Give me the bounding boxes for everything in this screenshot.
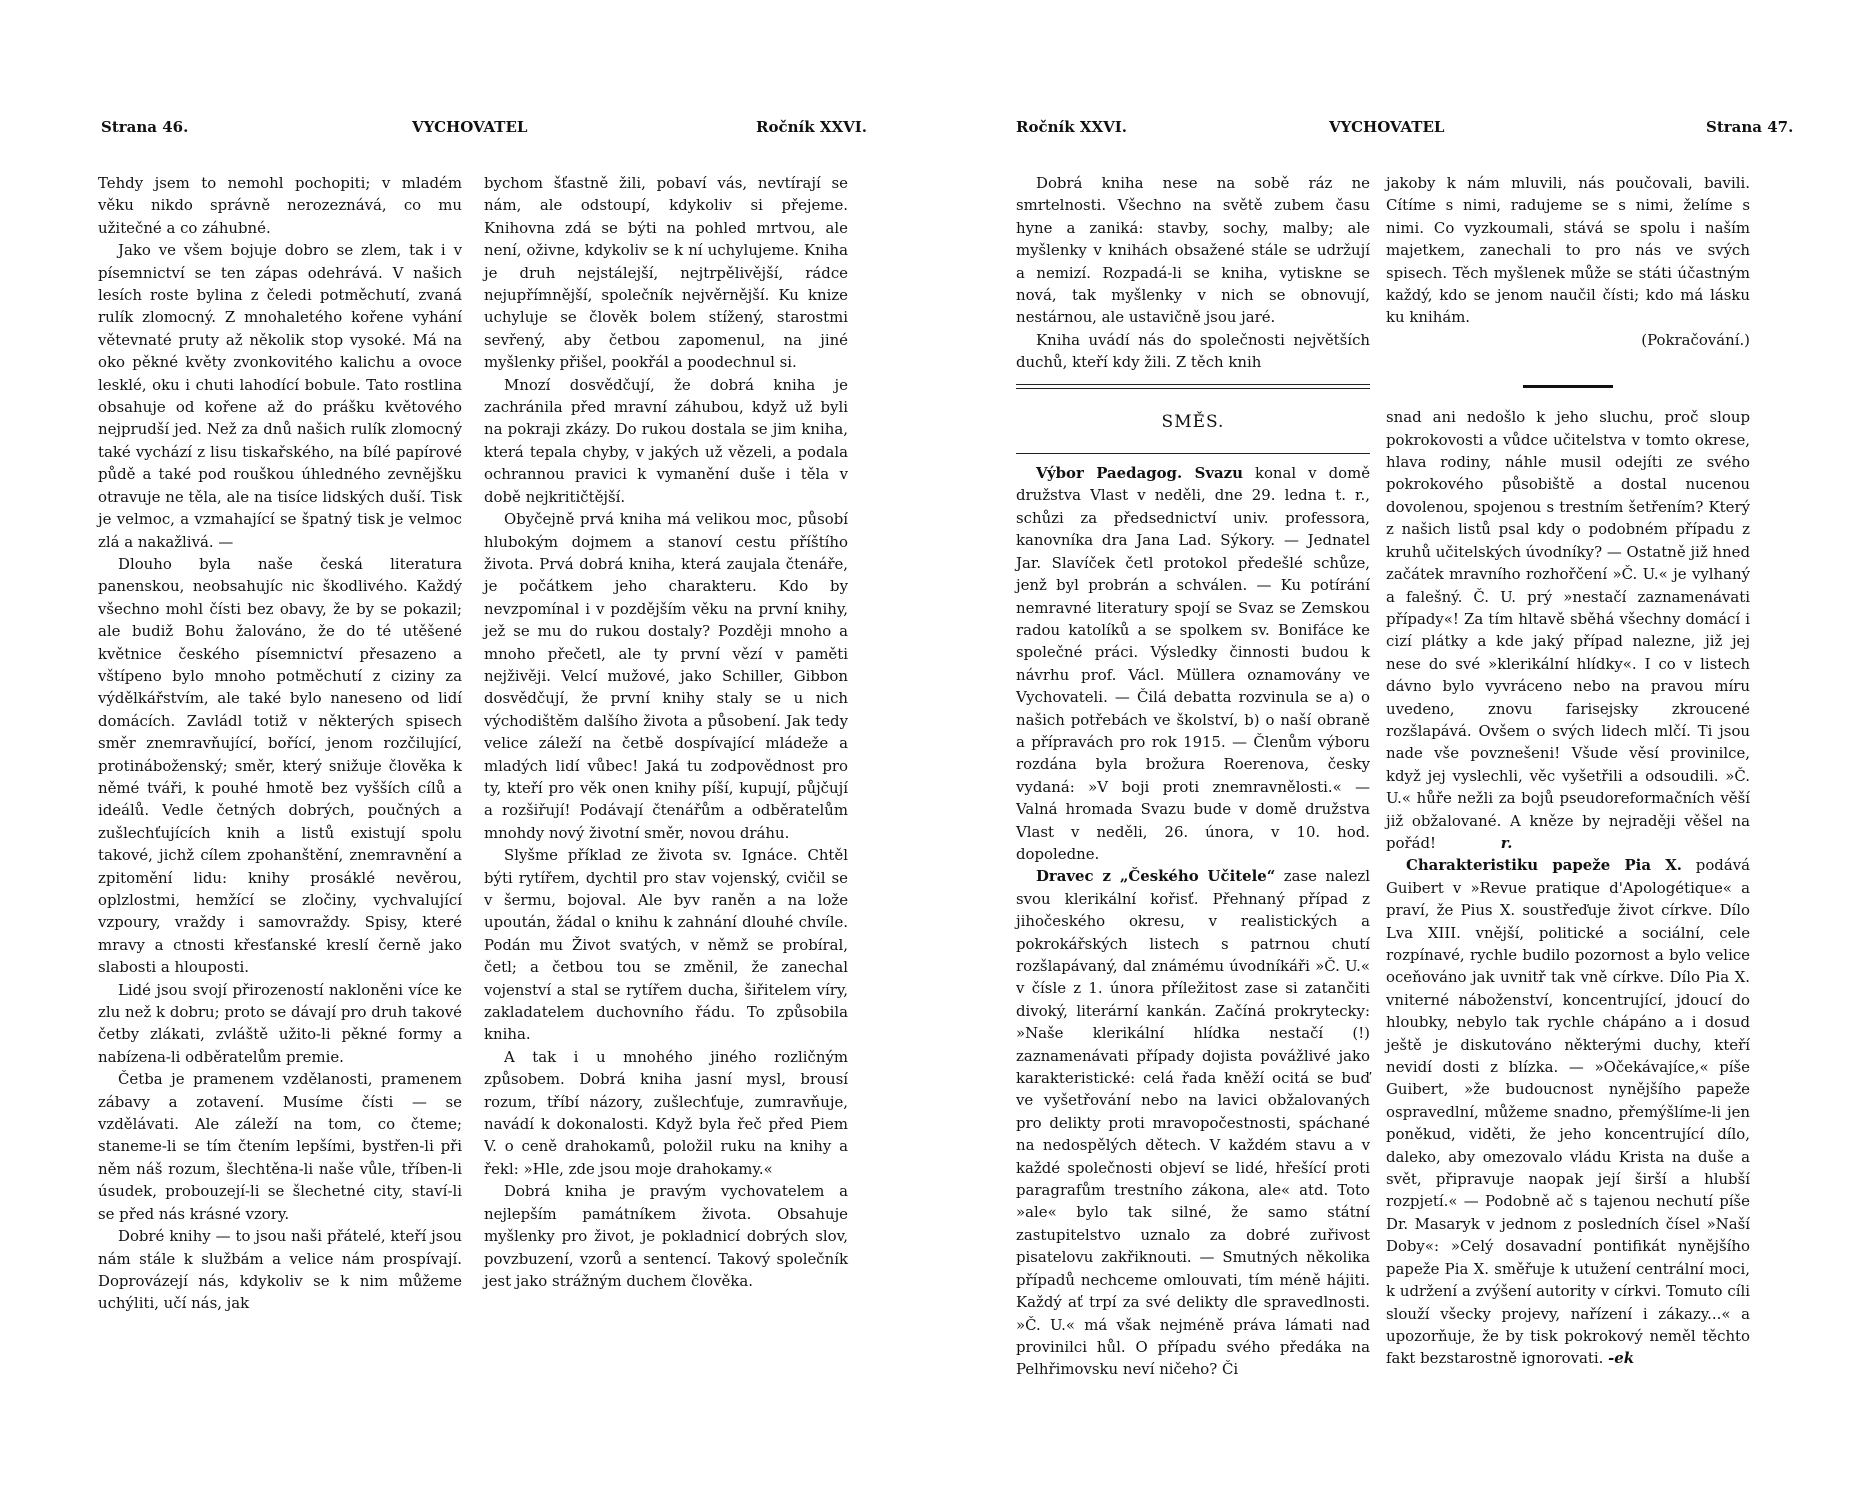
news-item	[1386, 854, 1750, 1369]
news-item	[1016, 865, 1370, 1380]
left-journal-title: VYCHOVATEL	[412, 118, 528, 136]
continued-note: (Pokračování.)	[1641, 330, 1750, 349]
paragraph: bychom šťastně žili, pobaví vás, nevtírají se nám, ale odstoupí, kdykoliv si přejeme. Knihovna zdá se býti na pohled mrtvou, ale není, oživne, kdykoliv se k ní uchylujeme. Kniha je druh nejstálejší, nejtrpělivější, rádce nejupřímnější, společník nejvěrnější. Ku knize uchyluje se člověk bolem stížený, starostmi sevřený, aby četbou zapomenul, na jiné myšlenky přišel, pookřál a poodechnul si.	[484, 174, 848, 372]
paragraph: Dobré knihy — to jsou naši přátelé, kteří jsou nám stále k službám a velice nám prospívají. Doprovázejí nás, kdykoliv se k nim můžeme uchýliti, učí nás, jak	[98, 1227, 462, 1313]
paragraph: Obyčejně prvá kniha má velikou moc, působí hlubokým dojmem a stanoví cestu příštího života. Prvá dobrá kniha, která zaujala čtenáře, je počátkem jeho charakteru. Kdo by nevzpomínal i v pozdějším věku na první knihy, jež se mu do rukou dostaly? Později mnoho a mnoho přečetl, ale ty první vězí v paměti nejživěji. Velcí mužové, jako Schiller, Gibbon dosvědčují, že první knihy staly se u nich východištěm dalšího života a působení. Jak tedy velice záleží na četbě dospívající mládeže a mladých lidí vůbec! Jaká tu zodpovědnost pro ty, kteří pro věk onen knihy píší, kupují, půjčují a rozšiřují! Podávají čtenářům a odběratelům mnohdy nový životní směr, novou dráhu.	[484, 510, 848, 842]
signature: r.	[1500, 833, 1513, 852]
news-text: konal v domě družstva Vlast v neděli, dne 29. ledna t. r., schůzi za předsednictví univ. professora, kanovníka dra Jana Lad. Sýkory. — Jednatel Jar. Slavíček četl protokol předešlé schůze, jenž byl probrán a schválen. — Ku potírání nemravné literatury spojí se Svaz se Zemskou radou katolíků a se spolkem sv. Bonifáce ke společné práci. Výsledky činnosti budou k návrhu prof. Václ. Müllera oznamovány ve Vychovateli. — Čilá debatta rozvinula se a) o našich potřebách ve školství, b) o naší obraně a přípravách pro rok 1915. — Členům výboru rozdána byla brožura Roerenova, česky vydaná: »V boji proti znemravnělosti.« — Valná hromada Svazu bude v domě družstva Vlast v neděli, 26. února, v 10. hod. dopoledne.	[1016, 464, 1371, 863]
left-volume: Ročník XXVI.	[756, 118, 867, 136]
section-divider	[1523, 385, 1613, 388]
section-title: SMĚS.	[1161, 411, 1225, 432]
paragraph: Dlouho byla naše česká literatura panenskou, neobsahujíc nic škodlivého. Každý všechno mohl čísti bez obavy, že by se pokazil; ale budiž Bohu žalováno, že do té utěšené květnice českého písemnictví přesazeno a vštípeno bylo mnoho potměchutí z ciziny za výdělkářstvím, ale také bylo naneseno od lidí domácích. Zavládl totiž v některých spisech směr znemravňující, bořící, jenom rozčilující, protináboženský; směr, který snižuje člověka k němé tváři, k pouhé hmotě bez vyšších cílů a ideálů. Vedle četných dobrých, poučných a zušlechťujících knih a listů existují spolu takové, jichž cílem zpohanštění, znemravnění a zpitomění lidu: knihy prosáklé nevěrou, oplzlostmi, hemžící se zločiny, vychvalující vzpoury, vraždy i samovraždy. Spisy, které mravy a ctnosti křesťanské kreslí černě jako slabosti a hlouposti.	[98, 554, 462, 977]
paragraph: Tehdy jsem to nemohl pochopiti; v mladém věku nikdo správně nerozeznává, co mu užitečné a co záhubné.	[98, 174, 462, 237]
paragraph: Dobrá kniha je pravým vychovatelem a nejlepším památníkem života. Obsahuje myšlenky pro život, je pokladnicí dobrých slov, povzbuzení, vzorů a sentencí. Takový společník jest jako strážným duchem člověka.	[484, 1182, 848, 1290]
paragraph: Dobrá kniha nese na sobě ráz ne smrtelnosti. Všechno na světě zubem času hyne a zaniká: stavby, sochy, malby; ale myšlenky v knihách obsažené stále se udržují a nemizí. Rozpadá-li se kniha, vytiskne se nová, tak myšlenky v nich se obnovují, nestárnou, ale ustavičně jsou jaré.	[1016, 174, 1370, 327]
news-lead: Výbor Paedagog. Svazu	[1036, 464, 1243, 483]
right-page-number: Strana 47.	[1706, 118, 1794, 136]
paragraph	[1386, 406, 1750, 854]
paragraph: jakoby k nám mluvili, nás poučovali, bavili. Cítíme s nimi, radujeme se s nimi, želíme s nimi. Co vyzkoumali, stává se spolu i naším majetkem, zanechali to pro nás ve svých spisech. Těch myšlenek může se státi účastným každý, kdo se jenom naučil čísti; kdo má lásku ku knihám.	[1386, 174, 1750, 327]
right-page	[934, 0, 1868, 1500]
section-rule	[1016, 453, 1370, 454]
news-lead: Charakteristiku papeže Pia X.	[1406, 856, 1682, 875]
paragraph: Četba je pramenem vzdělanosti, pramenem zábavy a zotavení. Musíme čísti — se vzdělávati. Ale záleží na tom, co čteme; staneme-li se tím čtením lepšími, bystřen-li při něm náš rozum, šlechtěna-li naše vůle, tříben-li úsudek, probouzejí-li se šlechetné city, staví-li se před nás krásné vzory.	[98, 1070, 462, 1223]
paragraph: Mnozí dosvědčují, že dobrá kniha je zachránila před mravní záhubou, když už byli na pokraji zkázy. Do rukou dostala se jim kniha, která tepala chyby, v jakých už vězeli, a podala ochrannou pravici k vymanění duše i těla v době nejkritičtější.	[484, 375, 848, 506]
left-page-number: Strana 46.	[101, 118, 189, 136]
paragraph: A tak i u mnohého jiného rozličným způsobem. Dobrá kniha jasní mysl, brousí rozum, tříbí názory, zušlechťuje, zumravňuje, navádí k dokonalosti. Když byla řeč před Piem V. o ceně drahokamů, položil ruku na knihy a řekl: »Hle, zde jsou moje drahokamy.«	[484, 1047, 848, 1178]
paragraph: Jako ve všem bojuje dobro se zlem, tak i v písemnictví se ten zápas odehrává. V našich lesích roste bylina z čeledi potměchutí, zvaná rulík zlomocný. Z mnohaletého kořene vyhání větevnaté pruty až několik stop vysoké. Má na oko pěkné květy zvonkovitého kalichu a ovoce lesklé, oku i chuti lahodící bobule. Tato rostlina obsahuje od kořene až do prášku květového nejprudší jed. Než za dnů našich rulík zlomocný také vychází z lisu tiskařského, na bílé papírové půdě a také pod rouškou úhledného zevnějšku otravuje ne těla, ale na tisíce lidských duší. Tisk je velmoc, a vzmahající se špatný tisk je velmoc zlá a nakažlivá. —	[98, 241, 462, 551]
news-text: zase nalezl svou klerikální kořisť. Přehnaný případ z jihočeského okresu, v realistických a pokrokářských listech s patrnou chutí rozšlapávaný, dal známému úvodníkáři »Č. U.« v čísle z 1. února příležitost zase si zatančiti divoký, literární kankán. Začíná prokrytecky: »Naše klerikální hlídka nestačí (!) zaznamenávati případy dojista povážlivé jako karakteristické: celá řada kněží ocitá se buď ve vyšetřování nebo na lavici obžalovaných pro delikty proti mravopočestnosti, spáchané na nedospělých dětech. V každém stavu a v každé společnosti objeví se lidé, hřešící proti paragrafům trestního zákona, ale« atd. Toto »ale« bylo tak silné, že samo státní zastupitelstvo uznalo za dobré zuřivost pisatelovu zakřiknouti. — Smutných několika případů nechceme omlouvati, tím méně hájiti. Každý ať trpí za své delikty dle spravedlnosti. »Č. U.« má však nejméně práva lámati nad provinilci hůl. O případu svého předáka na Pelhřimovsku neví ničeho? Či	[1016, 867, 1370, 1379]
signature: -ek	[1608, 1349, 1635, 1368]
right-column-1	[1016, 172, 1370, 1381]
left-column-2	[484, 172, 848, 1292]
paragraph: Kniha uvádí nás do společnosti největších duchů, kteří kdy žili. Z těch knih	[1016, 330, 1370, 372]
right-column-2	[1386, 172, 1750, 1370]
news-lead: Dravec z „Českého Učitele“	[1036, 867, 1276, 886]
news-text: podává Guibert v »Revue pratique d'Apologétique« a praví, že Pius X. soustřeďuje život církve. Dílo Lva XIII. vnější, politické a sociální, cele rozpínavé, rychle budilo pozornost a bylo velice oceňováno jak uvnitř tak vně církve. Dílo Pia X. vniterné náboženství, koncentrující, jdoucí do hloubky, nebylo tak rychle chápáno a i dosud ještě je diskutováno některými duchy, kteří nevidí dosti z blízka. — »Očekávajíce,« píše Guibert, »že budoucnost nynějšího papeže ospravedlní, můžeme snadno, přemýšlíme-li jen poněkud, viděti, že jeho koncentrující dílo, daleko, aby omezovalo vládu Krista na duše a svět, připravuje naopak její širší a hlubší rozpjetí.« — Podobně ač s tajenou nechutí píše Dr. Masaryk v jednom z posledních čísel »Naší Doby«: »Celý dosavadní pontifikát nynějšího papeže Pia X. směřuje k utužení centrální moci, k udržení a zvýšení autority v církvi. Tomuto cíli slouží všecky projevy, nařízení i zákazy...« a upozorňuje, že by tisk pokrokový neměl těchto fakt bezstarostně ignorovati.	[1386, 856, 1750, 1368]
left-column-1	[98, 172, 462, 1315]
paragraph: Lidé jsou svojí přirozeností nakloněni více ke zlu než k dobru; proto se dávají pro druh takové četby zlákati, zvláště užito-li pěkné formy a nabízena-li odběratelům premie.	[98, 980, 462, 1066]
right-volume: Ročník XXVI.	[1016, 118, 1127, 136]
paragraph: Slyšme příklad ze života sv. Ignáce. Chtěl býti rytířem, dychtil pro stav vojenský, cvičil se v šermu, bojoval. Ale byv raněn a na lože upoután, žádal o knihu k zahnání dlouhé chvíle. Podán mu Život svatých, v němž se probíral, četl; a četbou tou se změnil, že zanechal vojenství a stal se rytířem ducha, šiřitelem víry, zakladatelem duchovního řádu. To způsobila kniha.	[484, 846, 848, 1044]
news-item	[1016, 462, 1370, 865]
right-journal-title: VYCHOVATEL	[1329, 118, 1445, 136]
section-rule	[1016, 388, 1370, 389]
paragraph-text: snad ani nedošlo k jeho sluchu, proč sloup pokrokovosti a vůdce učitelstva v tomto okrese, hlava rodiny, náhle musil odejíti ze svého pokrokového působiště a dostal nucenou dovolenou, spojenou s trestním šetřením? Který z našich listů psal kdy o podobném případu z kruhů učitelských úvodníky? — Ostatně již hned začátek mravního rozhořčení »Č. U.« je vylhaný a falešný. Č. U. prý »nestačí zaznamenávati případy«! Za tím hltavě sběhá všechny domácí i cizí plátky a kde jaký případ nalezne, již jej nese do své »klerikální hlídky«. I co v listech dávno bylo vyvráceno nebo na pravou míru uvedeno, znovu farisejsky zkroucené rozšlapává. Ovšem o svých lidech mlčí. Ti jsou nade vše povznešeni! Všude věsí provinilce, když jej vyslechli, věc vyšetřili a odsoudili. »Č. U.« hůře nežli za bojů pseudoreformačních věší již obžalované. A kněze by nejraději věšel na pořád!	[1386, 408, 1750, 852]
section-rule	[1016, 384, 1370, 385]
